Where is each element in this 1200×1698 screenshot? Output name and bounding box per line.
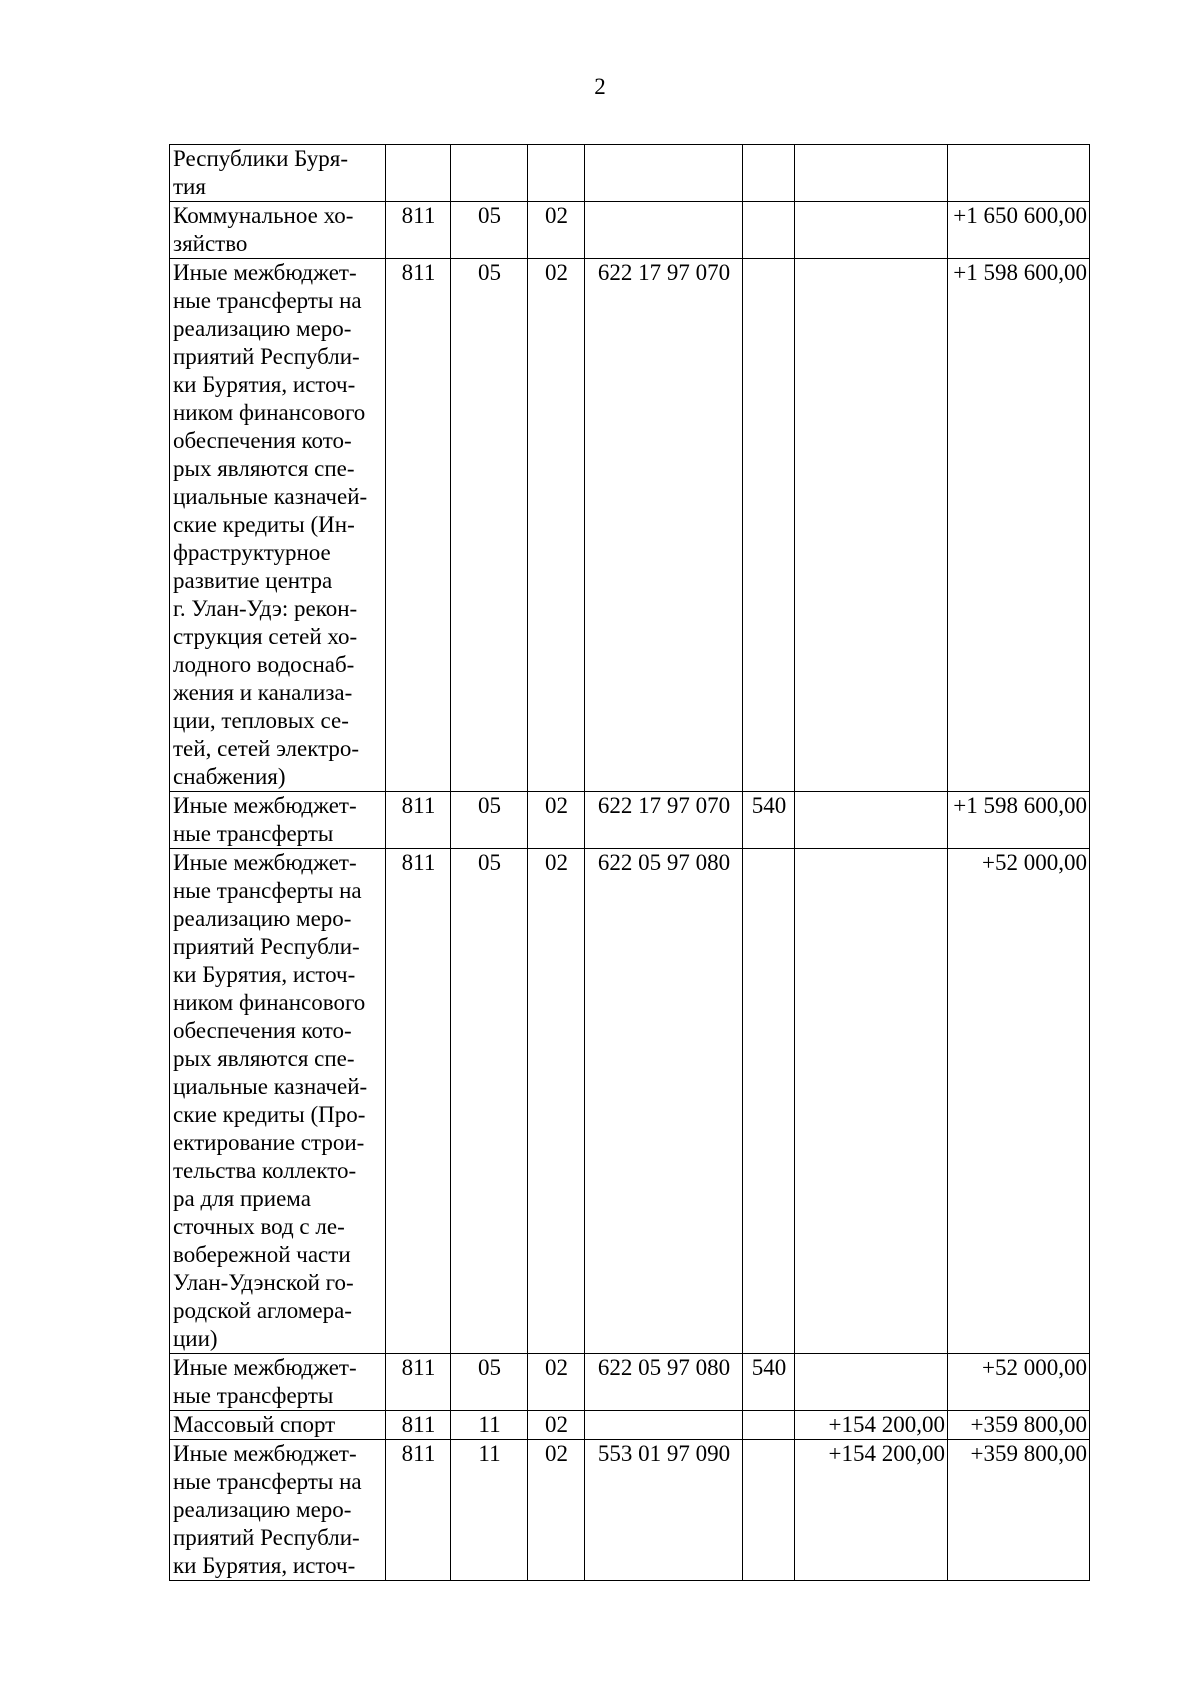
expense-type-code [743, 1411, 795, 1440]
subsection-code: 02 [528, 849, 585, 1354]
row-name: Массовый спорт [170, 1411, 386, 1440]
row-name: Иные межбюджет- ные трансферты [170, 1354, 386, 1411]
ministry-code: 811 [386, 1354, 451, 1411]
sum-column-2: +52 000,00 [948, 1354, 1090, 1411]
ministry-code: 811 [386, 1440, 451, 1581]
row-name: Республики Буря- тия [170, 145, 386, 202]
table-row [170, 1440, 1090, 1581]
expense-type-code [743, 849, 795, 1354]
target-article-code [585, 202, 743, 259]
table-row [170, 259, 1090, 792]
ministry-code: 811 [386, 792, 451, 849]
sum-column-2: +359 800,00 [948, 1411, 1090, 1440]
expense-type-code: 540 [743, 792, 795, 849]
ministry-code: 811 [386, 1411, 451, 1440]
section-code: 05 [451, 202, 528, 259]
ministry-code: 811 [386, 202, 451, 259]
section-code: 05 [451, 792, 528, 849]
subsection-code: 02 [528, 1440, 585, 1581]
target-article-code: 553 01 97 090 [585, 1440, 743, 1581]
sum-column-1: +154 200,00 [795, 1440, 948, 1581]
sum-column-1 [795, 259, 948, 792]
target-article-code: 622 17 97 070 [585, 259, 743, 792]
target-article-code: 622 05 97 080 [585, 849, 743, 1354]
target-article-code: 622 17 97 070 [585, 792, 743, 849]
target-article-code [585, 145, 743, 202]
expense-type-code [743, 1440, 795, 1581]
target-article-code [585, 1411, 743, 1440]
sum-column-2 [948, 145, 1090, 202]
ministry-code [386, 145, 451, 202]
sum-column-1 [795, 202, 948, 259]
row-name: Иные межбюджет- ные трансферты на реализацию меро- приятий Республи- ки Бурятия, источ- [170, 1440, 386, 1581]
expense-type-code [743, 145, 795, 202]
table-row [170, 202, 1090, 259]
sum-column-1 [795, 849, 948, 1354]
table-row [170, 792, 1090, 849]
expense-type-code [743, 259, 795, 792]
table-row [170, 849, 1090, 1354]
sum-column-2: +359 800,00 [948, 1440, 1090, 1581]
sum-column-1 [795, 1354, 948, 1411]
row-name: Иные межбюджет- ные трансферты [170, 792, 386, 849]
subsection-code: 02 [528, 202, 585, 259]
subsection-code: 02 [528, 1411, 585, 1440]
budget-table [169, 144, 1090, 1581]
subsection-code: 02 [528, 792, 585, 849]
table-row [170, 145, 1090, 202]
expense-type-code: 540 [743, 1354, 795, 1411]
subsection-code [528, 145, 585, 202]
table-row [170, 1411, 1090, 1440]
row-name: Иные межбюджет- ные трансферты на реализацию меро- приятий Республи- ки Бурятия, источ- ником финансового обеспечения кото- рых являются спе- циальные казначей- ские кредиты (Ин- фраструктурное развитие центра г. Улан-Удэ: рекон- струкция сетей хо- лодного водоснаб- жения и канализа- ции, тепловых се- тей, сетей электро- снабжения) [170, 259, 386, 792]
sum-column-1 [795, 792, 948, 849]
section-code: 05 [451, 1354, 528, 1411]
table-row [170, 1354, 1090, 1411]
expense-type-code [743, 202, 795, 259]
sum-column-2: +1 598 600,00 [948, 792, 1090, 849]
section-code [451, 145, 528, 202]
section-code: 11 [451, 1440, 528, 1581]
section-code: 11 [451, 1411, 528, 1440]
section-code: 05 [451, 259, 528, 792]
subsection-code: 02 [528, 1354, 585, 1411]
sum-column-1 [795, 145, 948, 202]
row-name: Иные межбюджет- ные трансферты на реализацию меро- приятий Республи- ки Бурятия, источ- ником финансового обеспечения кото- рых являются спе- циальные казначей- ские кредиты (Про- ектирование строи- тельства коллекто- ра для приема сточных вод с ле- вобережной части Улан-Удэнской го- родской агломера- ции) [170, 849, 386, 1354]
target-article-code: 622 05 97 080 [585, 1354, 743, 1411]
sum-column-2: +1 650 600,00 [948, 202, 1090, 259]
section-code: 05 [451, 849, 528, 1354]
row-name: Коммунальное хо- зяйство [170, 202, 386, 259]
ministry-code: 811 [386, 849, 451, 1354]
page-number: 2 [594, 74, 606, 99]
sum-column-2: +52 000,00 [948, 849, 1090, 1354]
sum-column-1: +154 200,00 [795, 1411, 948, 1440]
subsection-code: 02 [528, 259, 585, 792]
ministry-code: 811 [386, 259, 451, 792]
sum-column-2: +1 598 600,00 [948, 259, 1090, 792]
